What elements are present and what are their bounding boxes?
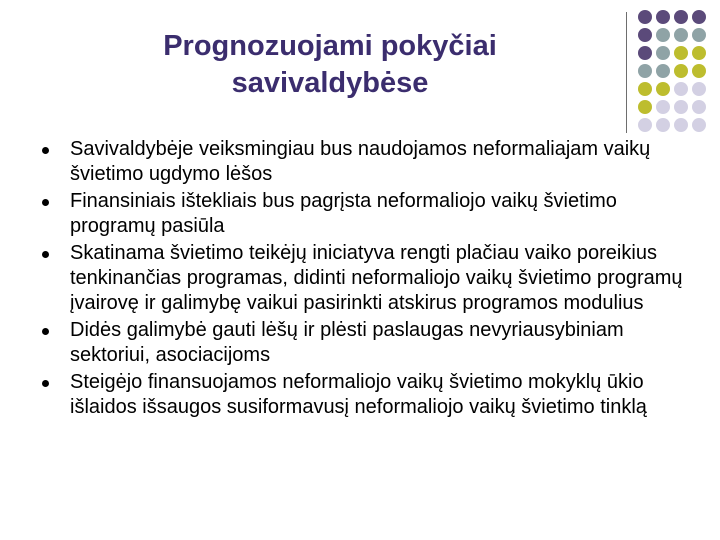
decorative-dot — [692, 100, 706, 114]
decorative-dot — [638, 64, 652, 78]
bullet-item — [38, 137, 698, 187]
decorative-dot — [692, 64, 706, 78]
decorative-dot — [674, 82, 688, 96]
decorative-dot — [692, 118, 706, 132]
decorative-dot — [692, 46, 706, 60]
bullet-icon — [42, 199, 49, 206]
bullet-item — [38, 370, 698, 420]
title-line-1: Prognozuojami pokyčiai — [163, 30, 497, 62]
bullet-text: Steigėjo finansuojamos neformaliojo vaikų švietimo mokyklų ūkio išlaidos išsaugos susiformavusį neformaliojo vaikų švietimo tinklą — [70, 371, 647, 418]
decorative-dot — [674, 10, 688, 24]
decorative-dot — [638, 82, 652, 96]
decorative-dot — [638, 10, 652, 24]
decorative-dot — [692, 10, 706, 24]
decorative-dot — [674, 100, 688, 114]
bullet-icon — [42, 251, 49, 258]
slide-title — [40, 28, 620, 102]
decorative-dot — [674, 118, 688, 132]
title-line-2: savivaldybėse — [231, 67, 429, 99]
bullet-icon — [42, 380, 49, 387]
decorative-dot-grid — [638, 10, 706, 132]
decorative-dot — [656, 46, 670, 60]
decorative-dot — [656, 28, 670, 42]
decorative-dot — [692, 28, 706, 42]
decorative-dot — [656, 100, 670, 114]
bullet-icon — [42, 328, 49, 335]
decorative-dot — [656, 82, 670, 96]
decorative-dot — [656, 64, 670, 78]
decorative-dot — [674, 28, 688, 42]
bullet-text: Didės galimybė gauti lėšų ir plėsti paslaugas nevyriausybiniam sektoriui, asociacijoms — [70, 319, 624, 366]
bullet-icon — [42, 147, 49, 154]
bullet-text: Savivaldybėje veiksmingiau bus naudojamos neformaliajam vaikų švietimo ugdymo lėšos — [70, 138, 651, 185]
bullet-item — [38, 189, 698, 239]
bullet-item — [38, 318, 698, 368]
bullet-text: Finansiniais ištekliais bus pagrįsta neformaliojo vaikų švietimo programų pasiūla — [70, 190, 617, 237]
decorative-dot — [638, 118, 652, 132]
bullet-text: Skatinama švietimo teikėjų iniciatyva rengti plačiau vaiko poreikius tenkinančias programas, didinti neformaliojo vaikų švietimo programų įvairovę ir galimybę vaikui pasirinkti atskirus programos modulius — [70, 242, 683, 314]
decorative-dot — [692, 82, 706, 96]
decorative-dot — [656, 10, 670, 24]
decorative-dot — [656, 118, 670, 132]
bullet-list — [38, 137, 698, 422]
decorative-dot — [638, 46, 652, 60]
bullet-item — [38, 241, 698, 316]
decorative-dot — [674, 46, 688, 60]
decorative-dot — [638, 28, 652, 42]
vertical-divider — [626, 12, 627, 133]
decorative-dot — [674, 64, 688, 78]
decorative-dot — [638, 100, 652, 114]
